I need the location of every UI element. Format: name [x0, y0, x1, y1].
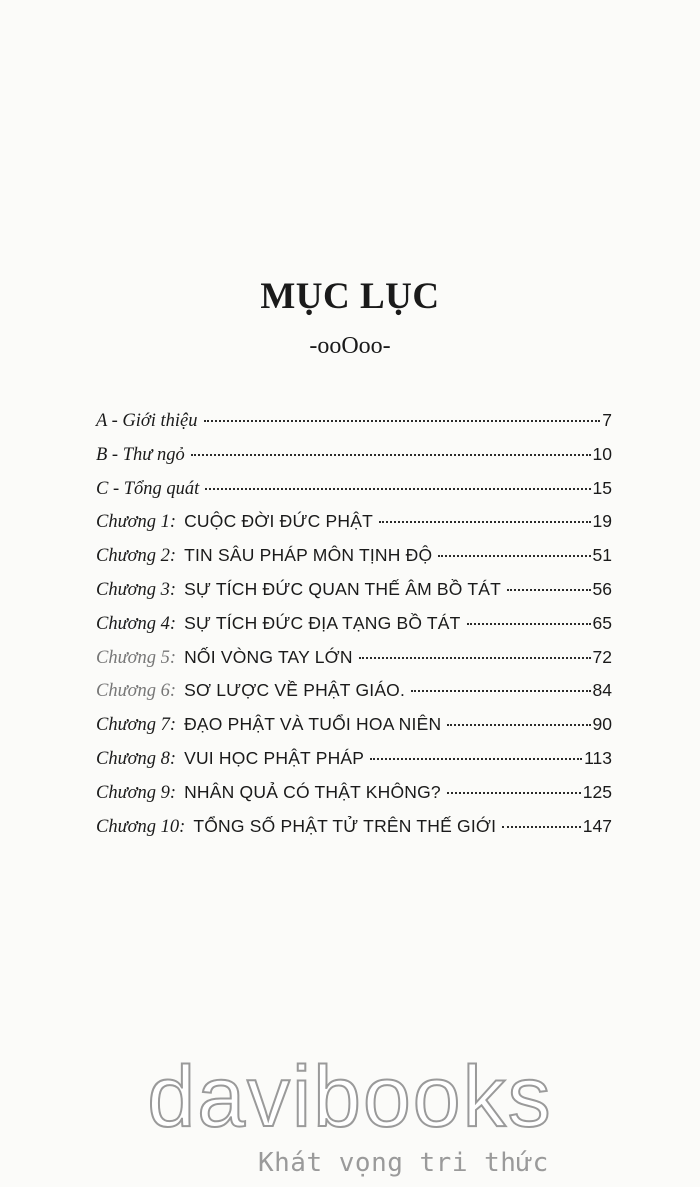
dot-leader — [507, 589, 591, 591]
toc-chapter-title: VUI HỌC PHẬT PHÁP — [184, 747, 365, 768]
toc-entry-chapter-10[interactable] — [96, 816, 612, 850]
watermark-logo: davibooks — [147, 1049, 553, 1145]
dot-leader — [379, 521, 591, 523]
toc-chapter-title: NHÂN QUẢ CÓ THẬT KHÔNG? — [184, 781, 441, 802]
dot-leader — [502, 826, 581, 828]
toc-entry-label: C - Tổng quát — [96, 478, 200, 499]
dot-leader — [447, 724, 590, 726]
toc-page-number: 51 — [592, 545, 612, 566]
table-of-contents — [96, 410, 612, 849]
toc-entry-chapter-3[interactable] — [96, 579, 612, 613]
dot-leader — [370, 758, 582, 760]
toc-entry-chapter-8[interactable] — [96, 748, 612, 782]
watermark-slogan: Khát vọng tri thức — [258, 1148, 549, 1178]
toc-entry-chapter-2[interactable] — [96, 545, 612, 579]
toc-chapter-label: Chương 6: — [96, 681, 177, 702]
toc-chapter-label: Chương 1: — [96, 512, 177, 533]
toc-page-number: 113 — [584, 747, 612, 768]
toc-chapter-title: TỔNG SỐ PHẬT TỬ TRÊN THẾ GIỚI — [193, 815, 497, 836]
toc-chapter-title: NỐI VÒNG TAY LỚN — [184, 646, 353, 667]
dot-leader — [204, 420, 601, 422]
toc-entry-chapter-6[interactable] — [96, 680, 612, 714]
toc-entry-letter[interactable] — [96, 444, 612, 478]
toc-entry-chapter-5[interactable] — [96, 647, 612, 681]
dot-leader — [447, 792, 581, 794]
toc-chapter-label: Chương 8: — [96, 748, 177, 769]
toc-entry-chapter-1[interactable] — [96, 511, 612, 545]
toc-entry-chapter-9[interactable] — [96, 782, 612, 816]
toc-page-number: 15 — [592, 477, 612, 498]
toc-entry-intro[interactable] — [96, 410, 612, 444]
toc-page-number: 147 — [582, 815, 612, 836]
toc-entry-chapter-7[interactable] — [96, 714, 612, 748]
toc-entry-overview[interactable] — [96, 478, 612, 512]
dot-leader — [411, 690, 590, 692]
dot-leader — [438, 555, 590, 557]
toc-chapter-title: ĐẠO PHẬT VÀ TUỔI HOA NIÊN — [184, 714, 442, 735]
toc-chapter-label: Chương 9: — [96, 782, 177, 803]
toc-chapter-label: Chương 2: — [96, 546, 177, 567]
toc-chapter-label: Chương 10: — [96, 816, 186, 837]
toc-page-number: 84 — [592, 680, 612, 701]
toc-entry-chapter-4[interactable] — [96, 613, 612, 647]
dot-leader — [205, 488, 590, 490]
toc-page-number: 72 — [592, 646, 612, 667]
toc-chapter-title: SƠ LƯỢC VỀ PHẬT GIÁO. — [184, 680, 406, 701]
toc-page-number: 65 — [592, 612, 612, 633]
toc-page-number: 19 — [592, 511, 612, 532]
toc-page-number: 125 — [582, 781, 612, 802]
toc-page-number: 7 — [602, 410, 612, 430]
toc-chapter-title: SỰ TÍCH ĐỨC QUAN THẾ ÂM BỒ TÁT — [184, 578, 501, 599]
toc-entry-label: A - Giới thiệu — [96, 411, 198, 431]
dot-leader — [359, 657, 591, 659]
page-subtitle: -ooOoo- — [309, 333, 391, 359]
toc-chapter-title: TIN SÂU PHÁP MÔN TỊNH ĐỘ — [184, 545, 433, 566]
toc-page-number: 56 — [592, 578, 612, 599]
toc-entry-label: B - Thư ngỏ — [96, 444, 185, 465]
toc-chapter-label: Chương 5: — [96, 647, 177, 668]
toc-chapter-label: Chương 7: — [96, 715, 177, 736]
dot-leader — [467, 623, 591, 625]
dot-leader — [191, 454, 591, 456]
toc-chapter-label: Chương 3: — [96, 579, 177, 600]
toc-page-number: 10 — [592, 443, 612, 464]
page-title: MỤC LỤC — [260, 276, 440, 317]
toc-chapter-label: Chương 4: — [96, 613, 177, 634]
toc-page-number: 90 — [592, 714, 612, 735]
toc-chapter-title: SỰ TÍCH ĐỨC ĐỊA TẠNG BỒ TÁT — [184, 612, 461, 633]
toc-chapter-title: CUỘC ĐỜI ĐỨC PHẬT — [184, 511, 374, 532]
